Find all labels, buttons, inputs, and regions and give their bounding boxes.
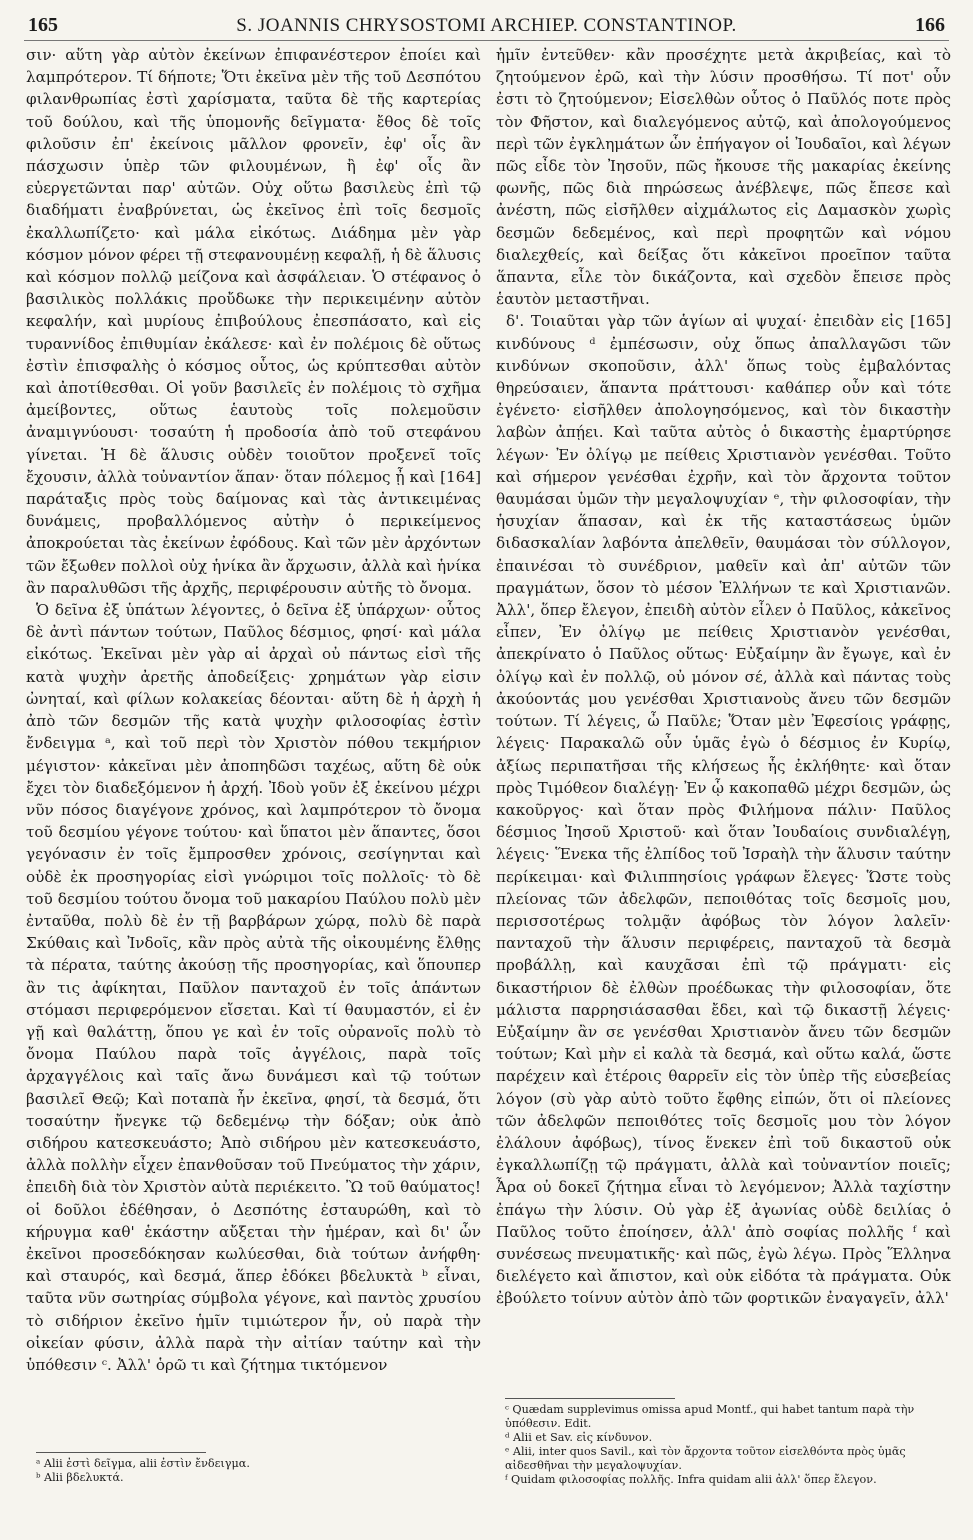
running-header bbox=[24, 10, 949, 41]
footnote: ᶜ Quædam supplevimus omissa apud Montf., qui habet tantum παρὰ τὴν ὑπόθεσιν. Edit. bbox=[505, 1403, 915, 1430]
page-number-left: 165 bbox=[28, 14, 58, 36]
footnote: ᵈ Alii et Sav. εἰς κίνδυνον. bbox=[505, 1431, 653, 1444]
footnote: ᶠ Quidam φιλοσοφίας πολλῆς. Infra quidam alii ἀλλ' ὅπερ ἔλεγον. bbox=[505, 1473, 877, 1486]
left-paragraph: Ὁ δεῖνα ἐξ ὑπάτων λέγοντες, ὁ δεῖνα ἐξ ὑπάρχων· οὗτος δὲ ἀντὶ πάντων τούτων, Παῦλος δέσμιος, φησί· καὶ μάλα εἰκότως. Ἐκεῖναι μὲν γὰρ αἱ ἀρχαὶ οὐ πάντως εἰσὶ τῆς κατὰ ψυχὴν ἀρετῆς ἀποδείξεις· χρημάτων γὰρ εἰσιν ὠνηταί, καὶ φίλων κολακείας δέονται· αὕτη δὲ ἡ ἀρχὴ ἡ ἀπὸ τῶν δεσμῶν τῆς κατὰ ψυχὴν φιλοσοφίας ἐστὶν ἔνδειγμα ᵃ, καὶ τοῦ περὶ τὸν Χριστὸν πόθου τεκμήριον μέγιστον· κἀκεῖναι μὲν ἀποπηδῶσι ταχέως, αὕτη δὲ οὐκ ἔχει τὸν διαδεξόμενον ἡ ἀρχή. Ἰδοὺ γοῦν ἐξ ἐκείνου μέχρι νῦν πόσος διαγέγονε χρόνος, καὶ λαμπρότερον τὸ ὄνομα τοῦ δεσμίου γέγονε τούτου· καὶ ὕπατοι μὲν ἅπαντες, ὅσοι γεγόνασιν ἐν τοῖς ἔμπροσθεν χρόνοις, σεσίγηνται καὶ οὐδὲ ἐκ προσηγορίας εἰσὶ γνώριμοι τοῖς πολλοῖς· τὸ δὲ τοῦ δεσμίου τούτου ὄνομα τοῦ μακαρίου Παύλου πολὺ μὲν ἐνταῦθα, πολὺ δὲ ἐν τῇ βαρβάρων χώρᾳ, πολὺ δὲ παρὰ Σκύθαις καὶ Ἰνδοῖς, κἂν πρὸς αὐτὰ τῆς οἰκουμένης ἔλθῃς τὰ πέρατα, ταύτης ἀκούσῃ τῆς προσηγορίας, καὶ ὅπουπερ ἂν τις ἀφίκηται, Παῦλον πανταχοῦ ἐν τοῖς ἁπάντων στόμασι περιφερόμενον εἴσεται. Καὶ τί θαυμαστόν, εἰ ἐν γῇ καὶ θαλάττῃ, ὅπου γε καὶ ἐν τοῖς οὐρανοῖς πολὺ τὸ ὄνομα Παύλου παρὰ τοῖς ἀγγέλοις, παρὰ τοῖς ἀρχαγγέλοις καὶ ταῖς ἄνω δυνάμεσι καὶ τῷ τούτων βασιλεῖ Θεῷ; Καὶ ποταπὰ ἦν ἐκεῖνα, φησί, τὰ δεσμά, ὅτι τοσαύτην ἤνεγκε τῷ δεδεμένῳ τὴν δόξαν; οὐκ ἀπὸ σιδήρου κατεσκευάστο; Ἀπὸ σιδήρου μὲν κατεσκευάστο, ἀλλὰ πολλὴν εἶχεν ἐπανθοῦσαν τοῦ Πνεύματος τὴν χάριν, ἐπειδὴ διὰ τὸν Χριστὸν αὐτὰ περιέκειτο. Ὢ τοῦ θαύματος! οἱ δοῦλοι ἐδέθησαν, ὁ Δεσπότης ἐσταυρώθη, καὶ τὸ κήρυγμα καθ' ἑκάστην αὔξεται τὴν ἡμέραν, καὶ δι' ὧν ἐκεῖνοι προσεδόκησαν κωλύεσθαι, διὰ τούτων ἀνήφθη· καὶ σταυρός, καὶ δεσμά, ἅπερ ἐδόκει βδελυκτὰ ᵇ εἶναι, ταῦτα νῦν σωτηρίας σύμβολα γέγονε, καὶ παντὸς χρυσίου τὸ σιδήριον ἐκεῖνο ἡμῖν τιμιώτερον ἦν, οὐ παρὰ τὴν οἰκείαν φύσιν, ἀλλὰ παρὰ τὴν αἰτίαν ταύτην καὶ τὴν ὑπόθεσιν ᶜ. Ἀλλ' ὁρῶ τι καὶ ζήτημα τικτόμενον bbox=[26, 601, 481, 1374]
footnote: ᵇ Alii βδελυκτά. bbox=[36, 1471, 124, 1484]
running-title: S. JOANNIS CHRYSOSTOMI ARCHIEP. CONSTANTINOP. bbox=[236, 15, 737, 36]
footnote: ᵉ Alii, inter quos Savil., καὶ τὸν ἄρχοντα τοῦτον εἰσελθόντα πρὸς ὑμᾶς αἰδεσθῆναι τὴν μεγαλοψυχίαν. bbox=[505, 1445, 906, 1472]
right-paragraph: δ'. Τοιαῦται γὰρ τῶν ἁγίων αἱ ψυχαί· ἐπειδὰν εἰς [165] κινδύνους ᵈ ἐμπέσωσιν, οὐχ ὅπως ἀπαλλαγῶσι τῶν κινδύνων σκοποῦσιν, ἀλλ' ὅπως τοὺς ἐμβαλόντας θηρεύσαιεν, ἅπαντα πράττουσι· καθάπερ οὖν καὶ τότε ἐγένετο· εἰσῆλθεν ἀπολογησόμενος, καὶ τὸν δικαστὴν λαβὼν ἀπῄει. Καὶ ταῦτα αὐτὸς ὁ δικαστὴς ἐμαρτύρησε λέγων· Ἐν ὀλίγῳ με πείθεις Χριστιανὸν γενέσθαι. Τοῦτο καὶ σήμερον γενέσθαι ἐχρῆν, καὶ τὸν ἄρχοντα τοῦτον θαυμάσαι ὑμῶν τὴν μεγαλοψυχίαν ᵉ, τὴν φιλοσοφίαν, τὴν ἡσυχίαν ἅπασαν, καὶ ἐκ τῆς καταστάσεως ὑμῶν διδασκαλίαν λαβόντα ἀπελθεῖν, θαυμάσαι τὸν σύλλογον, ἐπαινέσαι τὸ συνέδριον, μαθεῖν καὶ ἀπ' αὐτῶν τῶν πραγμάτων, ὅσον τὸ μέσον Ἑλλήνων τε καὶ Χριστιανῶν. Ἀλλ', ὅπερ ἔλεγον, ἐπειδὴ αὐτὸν εἷλεν ὁ Παῦλος, κἀκεῖνος εἶπεν, Ἐν ὀλίγῳ με πείθεις Χριστιανὸν γενέσθαι, ἀπεκρίνατο ὁ Παῦλος οὕτως· Εὐξαίμην ἂν ἔγωγε, καὶ ἐν ὀλίγῳ καὶ ἐν πολλῷ, οὐ μόνον σέ, ἀλλὰ καὶ πάντας τοὺς ἀκούοντάς μου γενέσθαι Χριστιανοὺς ἄνευ τῶν δεσμῶν τούτων. Τί λέγεις, ὦ Παῦλε; Ὅταν μὲν Ἐφεσίοις γράφῃς, λέγεις· Παρακαλῶ οὖν ὑμᾶς ἐγὼ ὁ δέσμιος ἐν Κυρίῳ, ἀξίως περιπατῆσαι τῆς κλήσεως ἧς ἐκλήθητε· καὶ ὅταν πρὸς Τιμόθεον διαλέγῃ· Ἐν ᾧ κακοπαθῶ μέχρι δεσμῶν, ὡς κακοῦργος· καὶ ὅταν πρὸς Φιλήμονα πάλιν· Παῦλος δέσμιος Ἰησοῦ Χριστοῦ· καὶ ὅταν Ἰουδαίοις συνδιαλέγῃ, λέγεις· Ἕνεκα τῆς ἐλπίδος τοῦ Ἰσραὴλ τὴν ἅλυσιν ταύτην περίκειμαι· καὶ Φιλιππησίοις γράφων ἔλεγες· Ὥστε τοὺς πλείονας τῶν ἀδελφῶν, πεποιθότας τοῖς δεσμοῖς μου, περισσοτέρως τολμᾷν ἀφόβως τὸν λόγον λαλεῖν· πανταχοῦ τὴν ἅλυσιν περιφέρεις, πανταχοῦ τὰ δεσμὰ προβάλλῃ, καὶ καυχᾶσαι ἐπὶ τῷ πράγματι· εἰς δικαστήριον δὲ ἐλθὼν προέδωκας τὴν φιλοσοφίαν, ὅτε μάλιστα παρρησιάσασθαι ἔδει, καὶ τῷ δικαστῇ λέγεις· Εὐξαίμην ἂν σε γενέσθαι Χριστιανὸν ἄνευ τῶν δεσμῶν τούτων; Καὶ μὴν εἰ καλὰ τὰ δεσμά, καὶ οὕτω καλά, ὥστε παρέχειν καὶ ἑτέροις θαρρεῖν εἰς τὸν ὑπὲρ τῆς εὐσεβείας λόγον (σὺ γὰρ αὐτὸ τοῦτο ἔφθης εἰπών, ὅτι οἱ πλείονες τῶν ἀδελφῶν πεποιθότες τοῖς δεσμοῖς μου τὸν λόγον ἐλάλουν ἀφόβως), τίνος ἕνεκεν ἐπὶ τοῦ δικαστοῦ οὐκ ἐγκαλλωπίζῃ τῷ πράγματι, ἀλλὰ καὶ τοὐναντίον ποιεῖς; Ἆρα οὐ δοκεῖ ζήτημα εἶναι τὸ λεγόμενον; Ἀλλὰ ταχίστην ἐπάγω τὴν λύσιν. Οὐ γὰρ ἐξ ἀγωνίας οὐδὲ δειλίας ὁ Παῦλος τοῦτο ἐποίησεν, ἀλλ' ἀπὸ σοφίας πολλῆς ᶠ καὶ συνέσεως πνευματικῆς· καὶ πῶς, ἐγὼ λέγω. Πρὸς Ἕλληνα διελέγετο καὶ ἄπιστον, καὶ οὐκ εἰδότα τὰ πράγματα. Οὐκ ἐβούλετο τοίνυν αὐτὸν ἀπὸ τῶν φορτικῶν ἐναγαγεῖν, ἀλλ' bbox=[496, 312, 951, 1308]
footnote-rule bbox=[36, 1452, 206, 1453]
footnotes-left bbox=[36, 1452, 476, 1485]
footnotes-right bbox=[505, 1398, 945, 1487]
right-column bbox=[496, 44, 951, 1484]
footnote: ᵃ Alii ἐστὶ δεῖγμα, alii ἐστὶν ἔνδειγμα. bbox=[36, 1457, 250, 1470]
left-column bbox=[26, 44, 481, 1484]
left-paragraph: σιν· αὕτη γὰρ αὐτὸν ἐκείνων ἐπιφανέστερον ἐποίει καὶ λαμπρότερον. Τί δήποτε; Ὅτι ἐκεῖνα μὲν τῆς τοῦ Δεσπότου φιλανθρωπίας ἐστὶ χαρίσματα, ταῦτα δὲ τῆς καρτερίας τοῦ δούλου, καὶ τῆς ὑπομονῆς δεῖγματα· ἔθος δὲ τοῖς φιλοῦσιν ἐπ' ἐκείνοις μᾶλλον φρονεῖν, ἐφ' οἷς ἂν πάσχωσιν ὑπὲρ τῶν φιλουμένων, ἢ ἐφ' οἷς ἂν εὐεργετῶνται παρ' αὐτῶν. Οὐχ οὕτω βασιλεὺς ἐπὶ τῷ διαδήματι ἐναβρύνεται, ὡς ἐκεῖνος ἐπὶ τοῖς δεσμοῖς ἐκαλλωπίζετο· καὶ μάλα εἰκότως. Διάδημα μὲν γὰρ κόσμον μόνον φέρει τῇ στεφανουμένῃ κεφαλῇ, ἡ δὲ ἅλυσις καὶ κόσμον πολλῷ μείζονα καὶ ἀσφάλειαν. Ὁ στέφανος ὁ βασιλικὸς πολλάκις προὔδωκε τὴν περικειμένην αὐτὸν κεφαλήν, καὶ μυρίους ἐπιβούλους ἐπεσπάσατο, καὶ εἰς τυραννίδος ἐπιθυμίαν ἐκάλεσε· καὶ ἐν πολέμοις δὲ οὕτως ἐστὶν ἐπισφαλὴς ὁ κόσμος οὗτος, ὡς κρύπτεσθαι αὐτὸν καὶ ἀποτίθεσθαι. Οἱ γοῦν βασιλεῖς ἐν πολέμοις τὸ σχῆμα ἀμείβοντες, οὕτως ἑαυτοὺς τοῖς πολεμοῦσιν ἀναμιγνύουσι· τοσαύτη ἡ προδοσία ἀπὸ τοῦ στεφάνου γίνεται. Ἡ δὲ ἅλυσις οὐδὲν τοιοῦτον προξενεῖ τοῖς ἔχουσιν, ἀλλὰ τοὐναντίον ἅπαν· ὅταν πόλεμος ᾖ καὶ [164] παράταξις πρὸς τοὺς δαίμονας καὶ τὰς ἀντικειμένας δυνάμεις, προβαλλόμενος αὐτὴν ὁ περικείμενος ἀποκρούεται τὰς ἐκείνων ἐφόδους. Καὶ τῶν μὲν ἀρχόντων τῶν ἔξωθεν πολλοὶ οὐχ ἡνίκα ἂν ἄρχωσιν, ἀλλὰ καὶ ἡνίκα ἂν παραλυθῶσι τῆς ἀρχῆς, περιφέρουσιν αὐτῆς τὸ ὄνομα. bbox=[26, 46, 481, 597]
page-number-right: 166 bbox=[915, 14, 945, 36]
footnote-rule bbox=[505, 1398, 675, 1399]
right-paragraph: ἡμῖν ἐντεῦθεν· κἂν προσέχητε μετὰ ἀκριβείας, καὶ τὸ ζητούμενον ἐρῶ, καὶ τὴν λύσιν προσθήσω. Τί ποτ' οὖν ἐστι τὸ ζητούμενον; Εἰσελθὼν οὗτος ὁ Παῦλός ποτε πρὸς τὸν Φῆστον, καὶ διαλεγόμενος αὐτῷ, καὶ ἀπολογούμενος περὶ τῶν ἐγκλημάτων ὧν ἐπήγαγον οἱ Ἰουδαῖοι, καὶ λέγων πῶς εἶδε τὸν Ἰησοῦν, πῶς ἤκουσε τῆς μακαρίας ἐκείνης φωνῆς, πῶς διὰ πηρώσεως ἀνέβλεψε, πῶς ἔπεσε καὶ ἀνέστη, πῶς εἰσῆλθεν αἰχμάλωτος εἰς Δαμασκὸν χωρὶς δεσμῶν δεδεμένος, καὶ περὶ προφητῶν καὶ νόμου διαλεχθείς, καὶ δείξας ὅτι κἀκεῖνοι προεῖπον ταῦτα ἅπαντα, εἷλε τὸν δικάζοντα, καὶ σχεδὸν ἔπεισε πρὸς ἑαυτὸν μεταστῆναι. bbox=[496, 46, 951, 309]
